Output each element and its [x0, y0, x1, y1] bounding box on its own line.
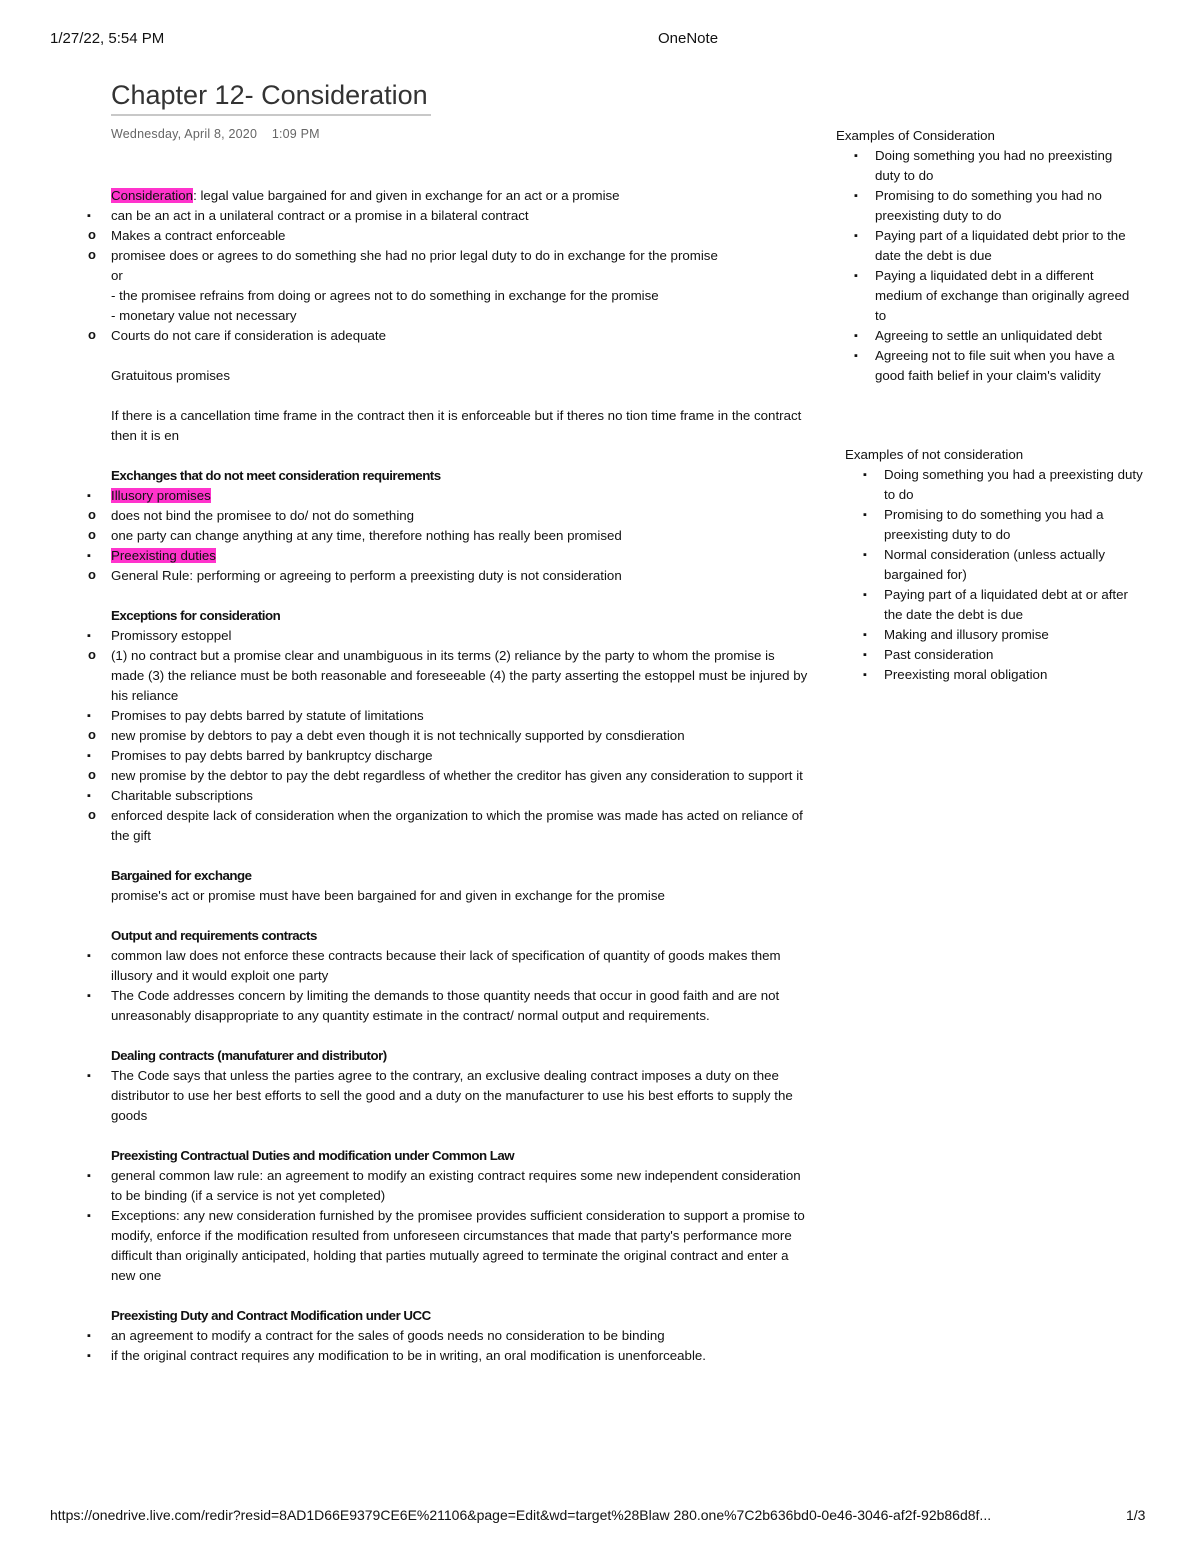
list-item: [111, 486, 811, 546]
consideration-definition: [111, 186, 811, 206]
list-item: ▪ Agreeing to settle an unliquidated debt: [836, 326, 1136, 346]
list-item: ▪ Normal consideration (unless actually bargained for): [845, 545, 1145, 585]
cancellation-note: If there is a cancellation time frame in the contract then it is enforceable but if theres no tion time frame in the contract then it is en: [111, 408, 802, 443]
list-item: o General Rule: performing or agreeing to perform a preexisting duty is not consideration: [111, 566, 811, 586]
list-item: ▪ Exceptions: any new consideration furnished by the promisee provides sufficient consideration to support a promise to modify, enforce if the modification resulted from unforeseen circumstances that made that party's performance more difficult than originally anticipated, holding that parties mutually agreed to terminate the original contract and enter a new one: [111, 1206, 811, 1286]
list-item-text: Preexisting duties: [111, 548, 216, 563]
gratuitous-promises: Gratuitous promises: [111, 368, 230, 383]
list-item: o new promise by the debtor to pay the debt regardless of whether the creditor has given any consideration to support it: [111, 766, 811, 786]
list-item: ▪ The Code says that unless the parties agree to the contrary, an exclusive dealing contract imposes a duty on thee distributor to use her best efforts to sell the good and a duty on the manufacturer to use his best efforts to supply the goods: [111, 1066, 811, 1126]
section-heading: Examples of not consideration: [845, 447, 1024, 462]
bargained-text: promise's act or promise must have been bargained for and given in exchange for the promise: [111, 888, 665, 903]
page-number: 1/3: [1126, 1507, 1146, 1523]
list-item: ▪ Paying part of a liquidated debt at or after the date the debt is due: [845, 585, 1145, 625]
list-item: o one party can change anything at any time, therefore nothing has really been promised: [111, 526, 811, 546]
list-item-text: - the promisee refrains from doing or agrees not to do something in exchange for the promise: [111, 288, 659, 303]
list-item: [111, 546, 811, 586]
section-heading: Bargained for exchange: [111, 868, 252, 883]
list-item: ▪ Paying a liquidated debt in a different medium of exchange than originally agreed to: [836, 266, 1136, 326]
list-item: ▪ Promising to do something you had no preexisting duty to do: [836, 186, 1136, 226]
list-item-text: Illusory promises: [111, 488, 211, 503]
list-item: ▪ Promising to do something you had a preexisting duty to do: [845, 505, 1145, 545]
list-item: ▪ Doing something you had a preexisting duty to do: [845, 465, 1145, 505]
list-item: [111, 706, 811, 746]
list-item: [111, 786, 811, 846]
source-url[interactable]: https://onedrive.live.com/redir?resid=8AD1D66E9379CE6E%21106&page=Edit&wd=target%28Blaw 280.one%7C2b636bd0-0e46-3046-af2f-92b86d8f...: [50, 1507, 992, 1523]
page-title[interactable]: Chapter 12- Consideration: [111, 80, 431, 116]
list-item: o enforced despite lack of consideration when the organization to which the promise was made has acted on reliance of the gift: [111, 806, 811, 846]
section-heading: Examples of Consideration: [836, 128, 995, 143]
list-item: [111, 746, 811, 786]
list-item-text: Promises to pay debts barred by statute of limitations: [111, 708, 424, 723]
list-item-text: Promissory estoppel: [111, 628, 232, 643]
list-item-text: Promises to pay debts barred by bankruptcy discharge: [111, 748, 433, 763]
list-item: ▪ The Code addresses concern by limiting the demands to those quantity needs that occur in good faith and are not unreasonably disappropriate to any quantity estimate in the contract/ normal output and requirements.: [111, 986, 811, 1026]
list-item: ▪ Past consideration: [845, 645, 1145, 665]
list-item: ▪ Preexisting moral obligation: [845, 665, 1145, 685]
section-heading: Dealing contracts (manufaturer and distributor): [111, 1048, 387, 1063]
examples-of-consideration[interactable]: [836, 126, 1146, 386]
print-datetime: 1/27/22, 5:54 PM: [50, 30, 165, 47]
list-item-text: Charitable subscriptions: [111, 788, 253, 803]
list-item: ▪ Making and illusory promise: [845, 625, 1145, 645]
list-item-text: can be an act in a unilateral contract or a promise in a bilateral contract: [111, 208, 529, 223]
list-item-text: - monetary value not necessary: [111, 308, 297, 323]
list-item: [111, 246, 811, 326]
list-item: ▪ Doing something you had no preexisting duty to do: [836, 146, 1136, 186]
consideration-definition-text: : legal value bargained for and given in exchange for an act or a promise: [193, 188, 620, 203]
list-item: o Courts do not care if consideration is adequate: [111, 326, 811, 346]
list-item: ▪ general common law rule: an agreement to modify an existing contract requires some new independent consideration to be binding (if a service is not yet completed): [111, 1166, 811, 1206]
list-item-text: or: [111, 268, 123, 283]
list-item: o does not bind the promisee to do/ not do something: [111, 506, 811, 526]
section-heading: Preexisting Duty and Contract Modification under UCC: [111, 1308, 431, 1323]
page-date: [111, 127, 320, 141]
list-item: ▪ Agreeing not to file suit when you have a good faith belief in your claim's validity: [836, 346, 1136, 386]
page-date-text: Wednesday, April 8, 2020: [111, 127, 258, 141]
examples-of-not-consideration[interactable]: [845, 445, 1155, 685]
list-item: ▪ Paying part of a liquidated debt prior to the date the debt is due: [836, 226, 1136, 266]
section-heading: Preexisting Contractual Duties and modification under Common Law: [111, 1148, 515, 1163]
app-name: OneNote: [658, 30, 719, 47]
main-notes[interactable]: [111, 186, 811, 1366]
list-item: o new promise by debtors to pay a debt even though it is not technically supported by consdieration: [111, 726, 811, 746]
list-item: ▪ common law does not enforce these contracts because their lack of specification of quantity of goods makes them illusory and it would exploit one party: [111, 946, 811, 986]
section-heading: Output and requirements contracts: [111, 928, 317, 943]
list-item: o Makes a contract enforceable: [111, 226, 811, 246]
list-item: [111, 626, 811, 706]
list-item: ▪ if the original contract requires any modification to be in writing, an oral modification is unenforceable.: [111, 1346, 811, 1366]
consideration-term: Consideration: [111, 188, 194, 203]
page-time-text: 1:09 PM: [271, 127, 320, 141]
section-heading: Exceptions for consideration: [111, 608, 281, 623]
list-item: ▪ an agreement to modify a contract for the sales of goods needs no consideration to be binding: [111, 1326, 811, 1346]
list-item: [111, 206, 811, 346]
section-heading: Exchanges that do not meet consideration requirements: [111, 468, 441, 483]
list-item: o (1) no contract but a promise clear and unambiguous in its terms (2) reliance by the party to whom the promise is made (3) the reliance must be both reasonable and foreseeable (4) the party asserting the estoppel must be injured by his reliance: [111, 646, 811, 706]
list-item-text: o promisee does or agrees to do something she had no prior legal duty to do in exchange for the promise: [111, 248, 718, 263]
